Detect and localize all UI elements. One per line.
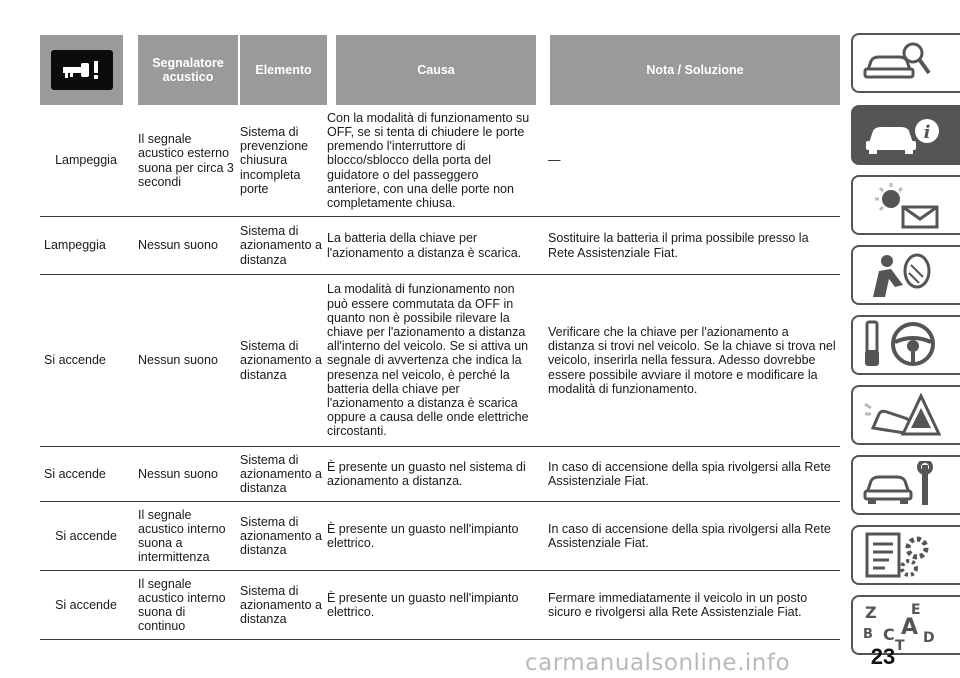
tab-specs[interactable] [851, 525, 960, 585]
tab-lights-message[interactable] [851, 175, 960, 235]
key-steering-wheel-icon [861, 320, 941, 370]
car-search-icon [861, 39, 933, 87]
note-text: Fermare immediatamente il veicolo in un posto sicuro e rivolgersi alla Rete Assistenziale Fiat. [548, 590, 808, 619]
car-breakdown-warning-icon [861, 390, 941, 440]
element-name: Sistema di azionamento a distanza [240, 583, 323, 627]
note-text: Verificare che la chiave per l'azionamento a distanza si trovi nel veicolo. Se la chiave si trova nel veicolo, inserirla nella fessura. Adesso dovrebbe essere possibile avviare il motore e modificare la modalità di funzionamento. [548, 324, 836, 396]
led-status: Si accende [44, 466, 106, 481]
page-number: 23 [870, 644, 896, 669]
watermark: carmanualsonline.info [525, 650, 791, 676]
table-row [40, 217, 840, 275]
led-status: Si accende [55, 597, 117, 612]
tab-key-steering[interactable] [851, 315, 960, 375]
buzzer-status: Il segnale acustico interno suona di continuo [138, 576, 226, 634]
header-element: Elemento [240, 35, 327, 105]
table-row [40, 571, 840, 640]
tab-car-info[interactable] [851, 105, 960, 165]
cause-text: È presente un guasto nell'impianto elettrico. [327, 590, 519, 619]
svg-text:Z: Z [865, 603, 877, 622]
cause-text: È presente un guasto nell'impianto elettrico. [327, 521, 519, 550]
key-warning-icon [51, 50, 113, 90]
element-name: Sistema di azionamento a distanza [240, 514, 323, 558]
svg-text:i: i [923, 122, 931, 143]
alphabetical-index-icon [861, 600, 941, 650]
header-note: Nota / Soluzione [550, 35, 840, 105]
svg-text:A: A [901, 615, 919, 640]
warning-table [40, 35, 840, 640]
table-row [40, 105, 840, 217]
tab-car-search[interactable] [851, 33, 960, 93]
led-status: Lampeggia [55, 153, 117, 168]
cause-text: La batteria della chiave per l'azionamento a distanza è scarica. [327, 231, 522, 260]
cause-text: È presente un guasto nel sistema di azionamento a distanza. [327, 459, 526, 488]
specs-gears-icon [861, 530, 941, 580]
note-text: In caso di accensione della spia rivolgersi alla Rete Assistenziale Fiat. [548, 521, 831, 550]
car-info-icon [861, 113, 941, 157]
note-text: Sostituire la batteria il prima possibile presso la Rete Assistenziale Fiat. [548, 231, 809, 260]
buzzer-status: Nessun suono [138, 238, 218, 253]
table-row [40, 447, 840, 502]
tab-airbag-seat[interactable] [851, 245, 960, 305]
lights-message-icon [861, 181, 941, 229]
buzzer-status: Il segnale acustico interno suona a intermittenza [138, 507, 226, 565]
tab-breakdown[interactable] [851, 385, 960, 445]
element-name: Sistema di azionamento a distanza [240, 452, 323, 496]
header-icon-cell [40, 35, 123, 105]
header-buzzer: Segnalatore acustico [138, 35, 238, 105]
cause-text: Con la modalità di funzionamento su OFF, se si tenta di chiudere le porte premendo l'interruttore di blocco/sblocco della porta del guidatore o del passeggero anteriore, con una delle porte non completamente chiusa. [327, 110, 530, 210]
airbag-seat-icon [861, 251, 941, 299]
led-status: Si accende [55, 528, 117, 543]
svg-text:C: C [883, 625, 895, 644]
table-row [40, 275, 840, 447]
svg-text:D: D [923, 630, 935, 646]
buzzer-status: Nessun suono [138, 466, 218, 481]
element-name: Sistema di prevenzione chiusura incompleta porte [240, 124, 309, 196]
tab-car-wrench[interactable] [851, 455, 960, 515]
buzzer-status: Nessun suono [138, 353, 218, 368]
led-status: Si accende [44, 353, 106, 368]
car-wrench-icon [861, 461, 941, 509]
element-name: Sistema di azionamento a distanza [240, 339, 323, 382]
cause-text: La modalità di funzionamento non può essere commutata da OFF in quanto non è possibile rilevare la chiave per l'azionamento a distanza all'interno del veicolo. Se si attiva un segnale di avvertenza che indica la presenza nel veicolo, è perché la batteria della chiave per l'azionamento a distanza è scarica oppure a causa delle onde elettriche circostanti. [327, 282, 529, 439]
svg-text:B: B [863, 627, 873, 642]
table-row [40, 502, 840, 571]
note-text: — [548, 153, 561, 168]
svg-text:E: E [911, 602, 921, 618]
led-status: Lampeggia [44, 238, 106, 253]
header-cause: Causa [336, 35, 536, 105]
svg-text:T: T [895, 638, 905, 650]
table-header [40, 35, 840, 105]
table-body [40, 105, 840, 640]
buzzer-status: Il segnale acustico esterno suona per circa 3 secondi [138, 132, 234, 189]
note-text: In caso di accensione della spia rivolgersi alla Rete Assistenziale Fiat. [548, 459, 831, 488]
element-name: Sistema di azionamento a distanza [240, 224, 323, 267]
